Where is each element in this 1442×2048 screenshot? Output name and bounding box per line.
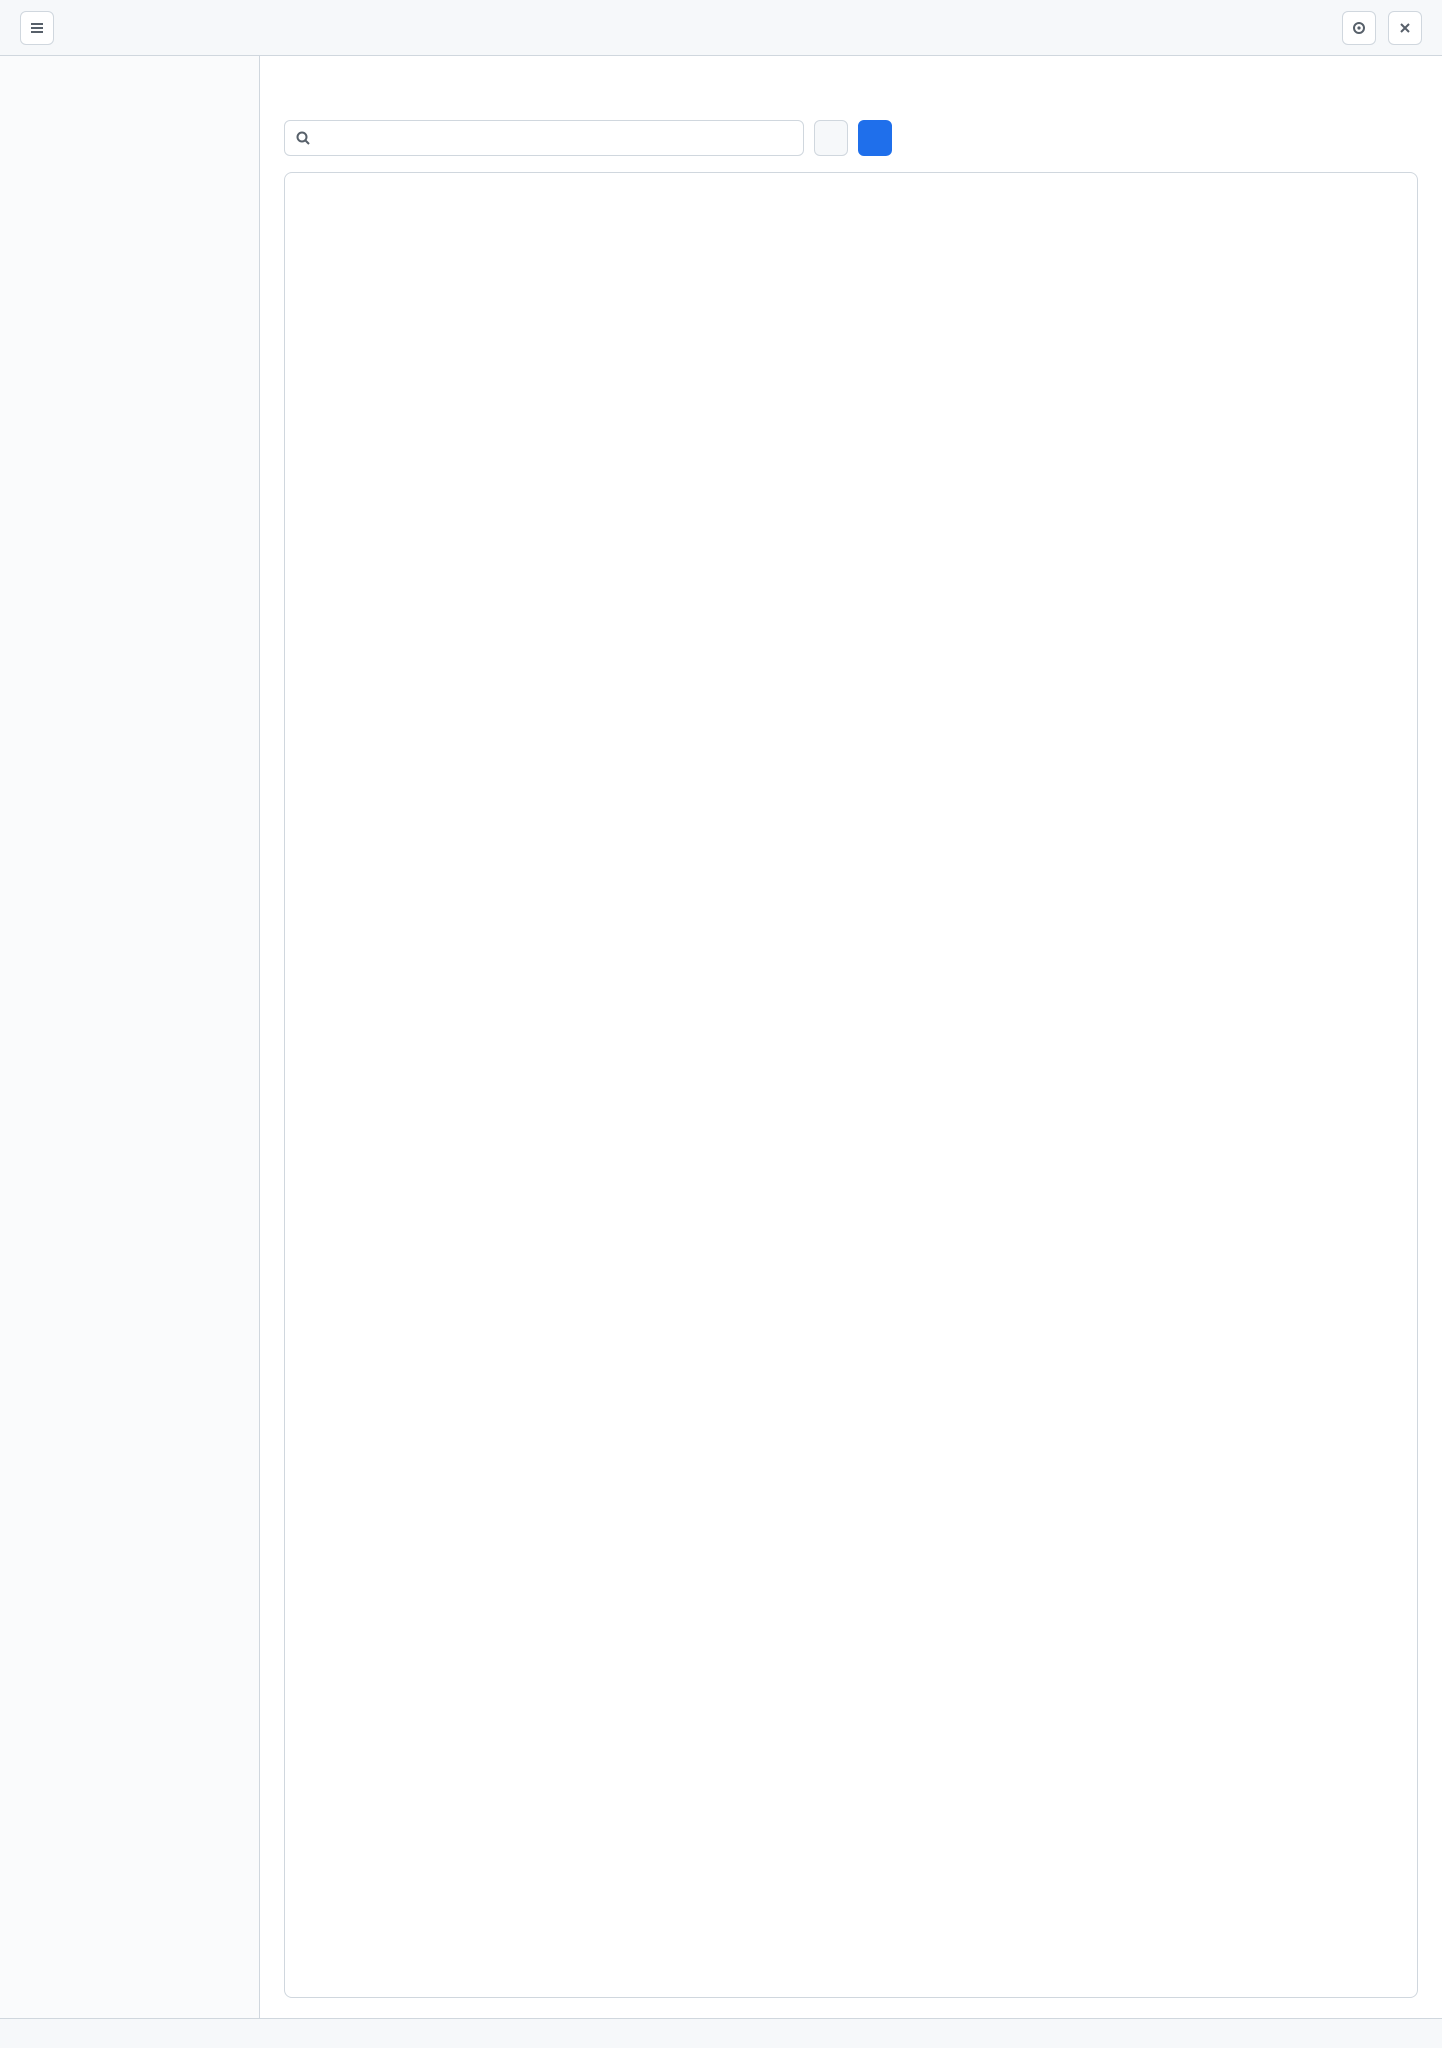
title-bar	[0, 0, 1442, 56]
search-box[interactable]	[284, 120, 804, 156]
close-icon[interactable]	[1388, 11, 1422, 45]
secondary-button[interactable]	[814, 120, 848, 156]
toolbar	[284, 120, 1418, 156]
data-panel	[284, 172, 1418, 1998]
window-title	[66, 17, 1330, 39]
search-input[interactable]	[319, 130, 793, 147]
menu-icon[interactable]	[20, 11, 54, 45]
sidebar	[0, 56, 260, 2018]
status-bar	[0, 2018, 1442, 2048]
main-content	[260, 56, 1442, 2018]
empty-state	[285, 173, 1417, 253]
search-icon	[295, 130, 311, 146]
settings-icon[interactable]	[1342, 11, 1376, 45]
page-title	[284, 76, 1418, 104]
primary-button[interactable]	[858, 120, 892, 156]
